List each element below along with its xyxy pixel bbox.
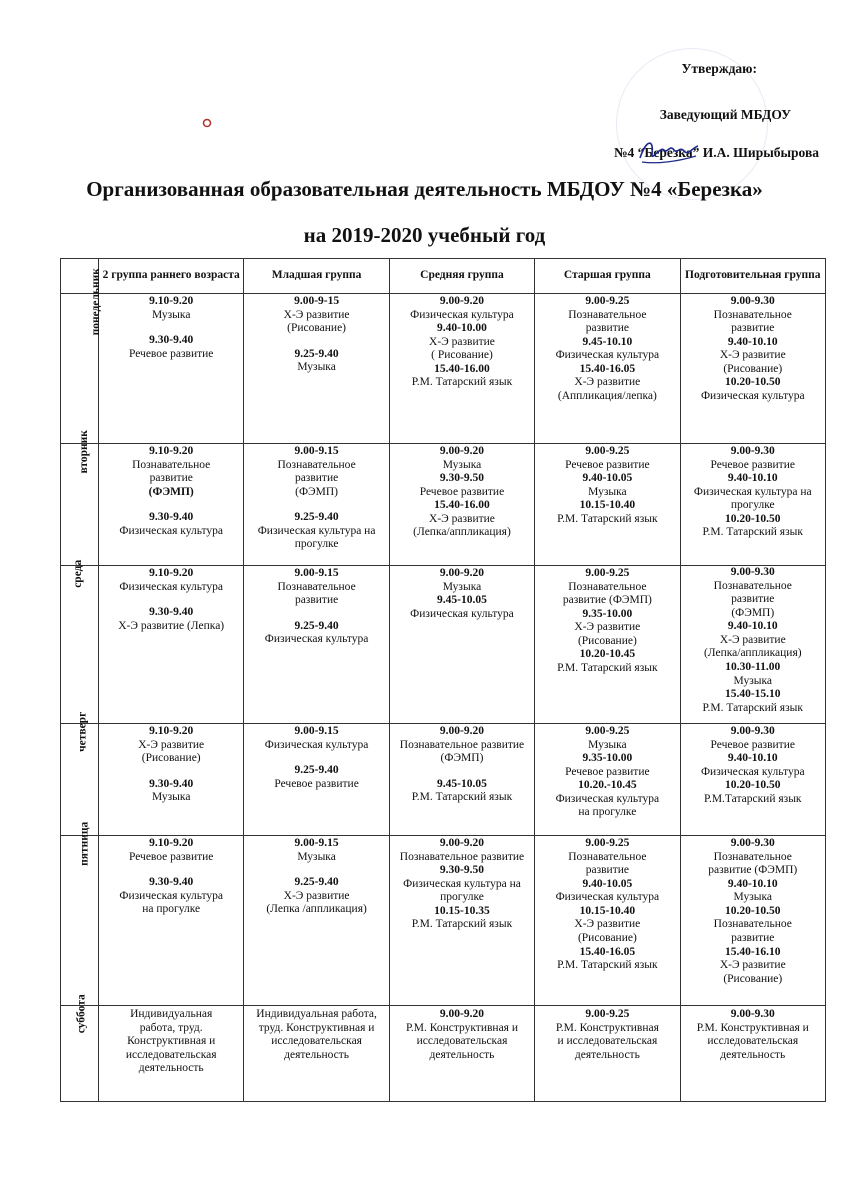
- activity-text: Физическая культура на: [693, 485, 812, 498]
- activity-text: Х-Э развитие: [429, 335, 495, 348]
- activity-text: Речевое развитие: [710, 738, 795, 751]
- approval-line-2: Заведующий МБДОУ: [659, 107, 791, 122]
- schedule-cell: [535, 566, 680, 724]
- activity-text: исследовательская: [125, 1048, 217, 1061]
- day-label-monday: понедельник: [61, 294, 99, 444]
- activity-text: на прогулке: [578, 806, 637, 819]
- activity-text: Физическая культура: [119, 524, 223, 537]
- time-slot: 9.40-10.10: [727, 752, 778, 765]
- activity-text: Музыка: [588, 485, 627, 498]
- activity-text: Музыка: [151, 308, 191, 321]
- time-slot: 9.00-9.15: [294, 725, 339, 737]
- activity-text: развитие: [585, 864, 629, 877]
- activity-text: прогулке: [730, 499, 775, 512]
- activity-text: Физическая культура на: [257, 524, 376, 537]
- schedule-cell: [244, 444, 389, 566]
- time-slot: 9.00-9.25: [585, 445, 630, 457]
- approval-line-1: Утверждаю:: [681, 61, 757, 76]
- header-group-middle: Средняя группа: [389, 259, 534, 294]
- activity-text: Физическая культура: [119, 580, 223, 593]
- activity-text: работа, труд.: [139, 1021, 203, 1034]
- day-label-tuesday: вторник: [61, 444, 99, 566]
- activity-text: (ФЭМП): [295, 485, 339, 498]
- time-slot: 15.40-16.10: [724, 945, 781, 958]
- activity-text: Физическая культура: [410, 607, 514, 620]
- activity-text: (ФЭМП): [148, 485, 194, 498]
- activity-text: Музыка: [151, 791, 191, 804]
- time-slot: 9.30-9.40: [149, 511, 194, 524]
- time-slot: 9.30-9.50: [439, 472, 485, 485]
- activity-text: Познавательное: [568, 308, 647, 321]
- activity-text: Познавательное развитие: [399, 738, 525, 751]
- time-slot: 9.40-10.00: [437, 322, 487, 335]
- schedule-cell: [99, 444, 244, 566]
- activity-text: Речевое развитие: [565, 765, 650, 778]
- activity-text: деятельность: [429, 1048, 495, 1061]
- activity-text: Физическая культура: [264, 738, 369, 751]
- time-slot: 9.00-9.15: [294, 837, 339, 849]
- page-subtitle: на 2019-2020 учебный год: [303, 223, 546, 247]
- time-slot: 9.00-9.25: [585, 837, 630, 849]
- activity-text: Х-Э развитие: [719, 959, 786, 972]
- schedule-cell: [99, 294, 244, 444]
- time-slot: 9.30-9.40: [149, 334, 194, 347]
- activity-text: Познавательное: [132, 458, 211, 471]
- activity-text: Р.М. Татарский язык: [702, 701, 803, 714]
- time-slot: 9.40-10.10: [727, 335, 778, 348]
- activity-text: развитие (ФЭМП): [708, 864, 798, 877]
- schedule-cell: [680, 566, 825, 724]
- time-slot: 15.40-15.10: [724, 688, 781, 701]
- ink-speck: [200, 116, 214, 130]
- header-group-early: 2 группа раннего возраста: [99, 259, 244, 294]
- schedule-cell: [99, 1006, 244, 1102]
- schedule-cell: [389, 836, 534, 1006]
- activity-text: Познавательное развитие: [399, 850, 525, 863]
- header-row: [61, 259, 826, 294]
- activity-text: Физическая культура: [700, 389, 805, 402]
- time-slot: 9.00-9.30: [730, 1008, 775, 1020]
- header-group-junior: Младшая группа: [244, 259, 389, 294]
- table-row: [61, 444, 826, 566]
- activity-text: деятельность: [574, 1048, 640, 1061]
- time-slot: 15.40-16.00: [434, 362, 490, 375]
- time-slot: 9.00-9.30: [730, 445, 775, 457]
- activity-text: Музыка: [733, 891, 772, 904]
- activity-text: Речевое развитие: [710, 458, 795, 471]
- schedule-cell: [680, 724, 825, 836]
- activity-text: Р.М. Татарский язык: [702, 526, 803, 539]
- activity-text: Р.М. Татарский язык: [411, 918, 513, 931]
- time-slot: 9.25-9.40: [294, 347, 339, 360]
- schedule-cell: [244, 724, 389, 836]
- activity-text: Речевое развитие: [274, 777, 359, 790]
- time-slot: 9.00-9.25: [585, 1008, 630, 1020]
- page-title: Организованная образовательная деятельность МБДОУ №4 «Березка»: [86, 177, 763, 201]
- time-slot: 9.25-9.40: [294, 876, 339, 889]
- time-slot: 9.30-9.40: [149, 606, 194, 619]
- activity-text: развитие: [149, 472, 193, 485]
- time-slot: 9.35-10.00: [582, 752, 633, 765]
- schedule-cell: [244, 836, 389, 1006]
- activity-text: (ФЭМП): [731, 606, 775, 619]
- line-spacer: [101, 594, 241, 606]
- activity-text: Познавательное: [568, 850, 647, 863]
- time-slot: 10.15-10.40: [579, 499, 636, 512]
- schedule-cell: [99, 566, 244, 724]
- schedule-cell: [389, 724, 534, 836]
- activity-text: Физическая культура: [555, 792, 660, 805]
- activity-text: Физическая культура: [555, 349, 660, 362]
- time-slot: 9.00-9.30: [730, 295, 775, 307]
- activity-text: Музыка: [442, 580, 482, 593]
- activity-text: развитие: [294, 472, 339, 485]
- activity-text: Р.М. Татарский язык: [557, 661, 658, 674]
- activity-text: Х-Э развитие: [429, 512, 495, 525]
- activity-text: Музыка: [733, 674, 772, 687]
- schedule-cell: [535, 836, 680, 1006]
- activity-text: ( Рисование): [431, 349, 493, 362]
- time-slot: 10.20.-10.45: [578, 779, 637, 792]
- activity-text: Речевое развитие: [128, 347, 214, 360]
- time-slot: 9.10-9.20: [149, 725, 194, 737]
- activity-text: Х-Э развитие: [283, 308, 350, 321]
- activity-text: развитие (ФЭМП): [562, 594, 652, 607]
- time-slot: 9.00-9.25: [585, 725, 630, 737]
- line-spacer: [101, 499, 241, 511]
- time-slot: 9.00-9.20: [439, 837, 485, 849]
- activity-text: Х-Э развитие: [719, 349, 786, 362]
- activity-text: Х-Э развитие (Лепка): [118, 619, 225, 632]
- day-label-saturday: суббота: [61, 1006, 99, 1102]
- time-slot: 9.40-10.05: [582, 877, 633, 890]
- activity-text: Познавательное: [713, 918, 792, 931]
- day-label-friday: пятница: [61, 836, 99, 1006]
- activity-text: Р.М. Татарский язык: [557, 512, 658, 525]
- activity-text: Х-Э развитие: [719, 633, 786, 646]
- time-slot: 9.45-10.05: [437, 777, 487, 790]
- schedule-table: [60, 258, 826, 1102]
- table-row: [61, 724, 826, 836]
- activity-text: (Рисование): [577, 634, 637, 647]
- schedule-cell: [389, 1006, 534, 1102]
- line-spacer: [246, 499, 386, 511]
- time-slot: 10.20-10.50: [724, 779, 781, 792]
- activity-text: Познавательное: [713, 579, 792, 592]
- schedule-cell: [680, 294, 825, 444]
- day-label-wednesday: среда: [61, 566, 99, 724]
- activity-text: на прогулке: [142, 903, 201, 916]
- activity-text: (Лепка /аппликация): [266, 903, 367, 916]
- activity-text: Р.М. Татарский язык: [557, 959, 658, 972]
- time-slot: 9.10-9.20: [149, 837, 194, 849]
- table-row: [61, 294, 826, 444]
- time-slot: 9.00-9.15: [294, 445, 339, 457]
- activity-text: Физическая культура: [555, 891, 660, 904]
- activity-text: (Аппликация/лепка): [557, 389, 657, 402]
- time-slot: 9.40-10.05: [582, 472, 633, 485]
- activity-text: исследовательская: [271, 1035, 362, 1048]
- time-slot: 9.30-9.40: [149, 876, 194, 889]
- line-spacer: [246, 864, 386, 876]
- schedule-cell: [389, 566, 534, 724]
- activity-text: Х-Э развитие: [138, 738, 205, 751]
- activity-text: Индивидуальная: [130, 1008, 213, 1020]
- time-slot: 10.20-10.50: [724, 376, 781, 389]
- activity-text: прогулке: [440, 891, 484, 904]
- activity-text: Х-Э развитие: [574, 376, 641, 389]
- activity-text: деятельность: [720, 1048, 786, 1061]
- schedule-cell: [99, 836, 244, 1006]
- activity-text: Р.М. Конструктивная и: [696, 1021, 809, 1034]
- activity-text: Познавательное: [568, 580, 647, 593]
- time-slot: 9.25-9.40: [294, 764, 339, 777]
- time-slot: 9.40-10.10: [727, 472, 778, 485]
- activity-text: Р.М. Татарский язык: [411, 791, 513, 804]
- time-slot: 9.40-10.10: [727, 877, 778, 890]
- time-slot: 9.00-9.20: [439, 725, 485, 737]
- activity-text: Х-Э развитие: [283, 889, 350, 902]
- handwritten-signature: [636, 132, 700, 172]
- activity-text: Музыка: [297, 850, 336, 863]
- time-slot: 9.35-10.00: [582, 607, 633, 620]
- activity-text: Речевое развитие: [419, 485, 505, 498]
- activity-text: труд. Конструктивная и: [258, 1021, 375, 1034]
- activity-text: (Рисование): [287, 322, 347, 335]
- line-spacer: [392, 766, 532, 778]
- activity-text: Познавательное: [713, 850, 792, 863]
- activity-text: Физическая культура: [119, 889, 223, 902]
- activity-text: Р.М.Татарский язык: [703, 792, 802, 805]
- activity-text: Музыка: [588, 738, 627, 751]
- activity-text: и исследовательская: [557, 1035, 658, 1048]
- schedule-cell: [535, 724, 680, 836]
- activity-text: (Рисование): [723, 362, 783, 375]
- activity-text: Х-Э развитие: [574, 621, 641, 634]
- time-slot: 9.25-9.40: [294, 619, 339, 632]
- schedule-cell: [244, 566, 389, 724]
- time-slot: 10.30-11.00: [725, 660, 781, 673]
- time-slot: 15.40-16.00: [434, 499, 490, 512]
- time-slot: 9.00-9.25: [585, 567, 630, 579]
- time-slot: 9.00-9.25: [585, 295, 630, 307]
- activity-text: Р.М. Татарский язык: [411, 376, 513, 389]
- time-slot: 10.20-10.50: [724, 512, 781, 525]
- line-spacer: [246, 336, 386, 348]
- time-slot: 10.15-10.35: [434, 904, 490, 917]
- time-slot: 9.30-9.50: [439, 864, 485, 877]
- schedule-cell: [244, 294, 389, 444]
- activity-text: Познавательное: [277, 580, 356, 593]
- schedule-cell: [535, 294, 680, 444]
- activity-text: Физическая культура: [410, 308, 514, 321]
- activity-text: Конструктивная и: [127, 1035, 216, 1048]
- time-slot: 9.10-9.20: [149, 567, 194, 579]
- activity-text: (Рисование): [577, 931, 637, 944]
- activity-text: Х-Э развитие: [574, 918, 641, 931]
- time-slot: 9.00-9.30: [730, 566, 775, 578]
- activity-text: Физическая культура: [264, 633, 369, 646]
- header-group-senior: Старшая группа: [535, 259, 680, 294]
- time-slot: 9.30-9.40: [149, 777, 194, 790]
- activity-text: (Рисование): [723, 972, 783, 985]
- schedule-cell: [680, 444, 825, 566]
- time-slot: 9.45-10.05: [437, 594, 487, 607]
- activity-text: Речевое развитие: [128, 850, 214, 863]
- schedule-cell: [244, 1006, 389, 1102]
- schedule-cell: [680, 836, 825, 1006]
- schedule-cell: [535, 1006, 680, 1102]
- activity-text: деятельность: [138, 1062, 204, 1075]
- activity-text: Физическая культура: [700, 765, 805, 778]
- time-slot: 10.20-10.50: [724, 904, 781, 917]
- schedule-cell: [535, 444, 680, 566]
- activity-text: деятельность: [284, 1048, 350, 1061]
- time-slot: 9.00-9.20: [439, 445, 485, 457]
- activity-text: исследовательская: [707, 1035, 799, 1048]
- schedule-cell: [389, 444, 534, 566]
- time-slot: 9.10-9.20: [149, 295, 194, 307]
- time-slot: 10.20-10.45: [579, 648, 636, 661]
- activity-text: Физическая культура на: [403, 877, 521, 890]
- activity-text: Познавательное: [277, 458, 356, 471]
- time-slot: 15.40-16.05: [579, 945, 636, 958]
- time-slot: 9.00-9.30: [730, 837, 775, 849]
- activity-text: (ФЭМП): [440, 752, 484, 765]
- time-slot: 10.15-10.40: [579, 904, 636, 917]
- line-spacer: [101, 322, 241, 334]
- time-slot: 9.00-9.20: [439, 1008, 485, 1020]
- activity-text: Музыка: [442, 458, 482, 471]
- activity-text: Речевое развитие: [565, 458, 650, 471]
- activity-text: исследовательская: [416, 1035, 508, 1048]
- approval-line-3: №4 “Березка” И.А. Ширыбырова: [613, 145, 819, 160]
- activity-text: Музыка: [297, 361, 336, 374]
- time-slot: 15.40-16.05: [579, 362, 636, 375]
- time-slot: 9.00-9-15: [294, 295, 340, 307]
- time-slot: 9.00-9.15: [294, 567, 339, 579]
- activity-text: (Лепка/аппликация): [703, 647, 802, 660]
- activity-text: Познавательное: [713, 308, 792, 321]
- day-label-thursday: четверг: [61, 724, 99, 836]
- activity-text: развитие: [731, 322, 775, 335]
- activity-text: развитие: [731, 931, 775, 944]
- activity-text: прогулке: [294, 538, 339, 551]
- activity-text: Р.М. Конструктивная и: [405, 1021, 518, 1034]
- time-slot: 9.00-9.20: [439, 295, 485, 307]
- activity-text: Р.М. Конструктивная: [555, 1021, 659, 1034]
- table-row: [61, 1006, 826, 1102]
- activity-text: (Лепка/аппликация): [413, 526, 511, 539]
- schedule-cell: [389, 294, 534, 444]
- activity-text: развитие: [294, 594, 339, 607]
- line-spacer: [246, 608, 386, 620]
- table-row: [61, 836, 826, 1006]
- line-spacer: [101, 864, 241, 876]
- table-row: [61, 566, 826, 724]
- time-slot: 9.40-10.10: [727, 620, 778, 633]
- time-slot: 9.00-9.30: [730, 725, 775, 737]
- time-slot: 9.45-10.10: [582, 335, 633, 348]
- header-group-preparatory: Подготовительная группа: [680, 259, 825, 294]
- time-slot: 9.25-9.40: [294, 511, 339, 524]
- activity-text: Индивидуальная работа,: [256, 1008, 377, 1020]
- schedule-cell: [680, 1006, 825, 1102]
- schedule-cell: [99, 724, 244, 836]
- time-slot: 9.10-9.20: [149, 445, 194, 457]
- activity-text: (Рисование): [141, 752, 201, 765]
- time-slot: 9.00-9.20: [439, 567, 485, 579]
- line-spacer: [246, 752, 386, 764]
- activity-text: развитие: [585, 322, 629, 335]
- activity-text: развитие: [731, 593, 775, 606]
- line-spacer: [101, 766, 241, 778]
